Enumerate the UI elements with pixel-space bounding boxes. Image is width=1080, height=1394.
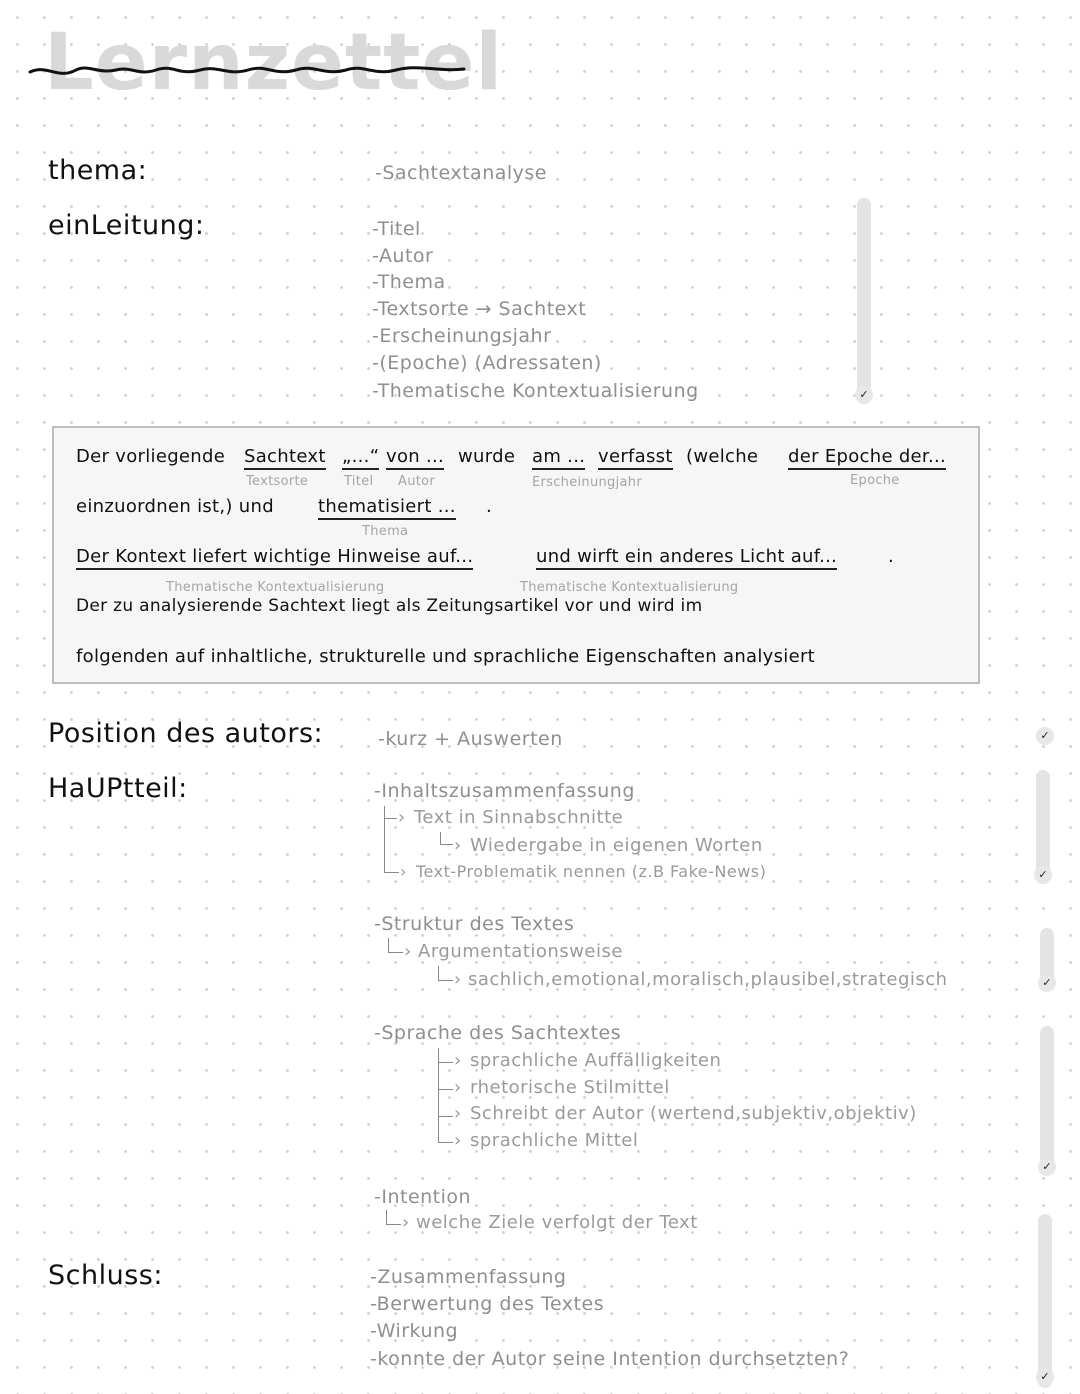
note-thema: Thema [362,524,409,539]
sprache-sub-arrow: › [454,1103,462,1124]
sprache-head: -Sprache des Sachtextes [374,1022,622,1044]
struktur-sub2: sachlich,emotional,moralisch,plausibel,strategisch [468,969,948,990]
check-icon: ✓ [1034,866,1052,884]
example-sentence-box [52,426,980,684]
inhalt-sub2: Wiedergabe in eigenen Worten [470,835,763,856]
title-script-scribble [28,50,468,90]
einleitung-item: -Erscheinungsjahr [372,325,552,347]
tree-branch [438,966,453,981]
note-titel: Titel [344,474,374,489]
box-line5: folgenden auf inhaltliche, strukturelle und sprachliche Eigenschaften analysiert [76,646,816,667]
tree-branch [440,832,453,845]
intention-sub1: welche Ziele verfolgt der Text [416,1212,698,1233]
tree-branch [384,806,397,819]
check-icon: ✓ [855,386,873,404]
sprache-sub-arrow: › [454,1130,462,1151]
note-kontext-right: Thematische Kontextualisierung [520,580,739,595]
position-value: -kurz + Auswerten [378,728,563,750]
thema-label: thema: [48,155,148,186]
einleitung-item: -Titel [372,218,421,240]
einleitung-label: einLeitung: [48,210,205,241]
sprache-progress-bar [1040,1026,1054,1172]
box-line1-wurde: wurde [458,446,516,467]
einleitung-item: -(Epoche) (Adressaten) [372,352,602,374]
inhalt-sub1: Text in Sinnabschnitte [414,807,624,828]
box-line1-verfasst: verfasst [598,446,673,470]
sprache-sub: sprachliche Auffälligkeiten [470,1050,722,1071]
sprache-sub: rhetorische Stilmittel [470,1077,670,1098]
struktur-sub-arrow: › [454,969,462,990]
box-line3-suffix: . [888,546,895,567]
tree-branch [384,860,399,873]
einleitung-item: -Thematische Kontextualisierung [372,380,699,402]
tree-branch [438,1075,453,1090]
einleitung-item: -Thema [372,271,446,293]
schluss-label: Schluss: [48,1260,163,1291]
check-icon: ✓ [1036,727,1054,745]
hauptteil-label: HaUPtteil: [48,773,188,804]
einleitung-item: -Autor [372,245,434,267]
box-line1-am: am ... [532,446,585,470]
sprache-sub-arrow: › [454,1077,462,1098]
box-line1-von: von ... [386,446,444,470]
note-textsorte: Textsorte [246,474,309,489]
inhalt-sub3: Text-Problematik nennen (z.B Fake-News) [416,862,767,881]
einleitung-progress-bar [857,198,871,404]
box-line1-quote: „...“ [342,446,379,470]
schluss-item: -konnte der Autor seine Intention durchsetzten? [370,1348,850,1370]
tree-branch [438,1102,453,1117]
struktur-head: -Struktur des Textes [374,913,575,935]
tree-branch [438,1128,453,1143]
intention-head: -Intention [374,1186,472,1208]
note-epoche: Epoche [850,473,900,488]
box-line2-prefix: einzuordnen ist,) und [76,496,274,517]
box-line2-thematisiert: thematisiert ... [318,496,456,520]
schluss-progress-bar [1038,1214,1052,1388]
tree-branch [386,1210,401,1225]
box-line3-part2: und wirft ein anderes Licht auf... [536,546,837,570]
check-icon: ✓ [1036,1368,1054,1386]
note-erscheinungsjahr: Erscheinungjahr [532,475,642,490]
position-label: Position des autors: [48,718,324,749]
tree-branch [388,938,403,953]
box-line1-sachtext: Sachtext [244,446,326,470]
note-autor: Autor [398,474,436,489]
thema-value: -Sachtextanalyse [375,162,547,184]
sprache-sub: Schreibt der Autor (wertend,subjektiv,objektiv) [470,1103,917,1124]
inhalt-sub-arrow: › [398,807,406,828]
box-line4: Der zu analysierende Sachtext liegt als Zeitungsartikel vor und wird im [76,596,703,616]
struktur-sub-arrow: › [404,941,412,962]
intention-sub-arrow: › [402,1212,410,1233]
box-line2-suffix: . [486,496,493,517]
sprache-sub-arrow: › [454,1050,462,1071]
box-line1-epoche: der Epoche der... [788,446,946,470]
inhalt-sub-arrow: › [454,835,462,856]
schluss-item: -Zusammenfassung [370,1266,567,1288]
schluss-item: -Berwertung des Textes [370,1293,605,1315]
check-icon: ✓ [1038,1158,1056,1176]
box-line1-welche: (welche [686,446,759,467]
einleitung-item: -Textsorte → Sachtext [372,298,587,320]
box-line1-prefix: Der vorliegende [76,446,226,467]
box-line3-part1: Der Kontext liefert wichtige Hinweise auf... [76,546,473,570]
struktur-sub1: Argumentationsweise [418,941,623,962]
inhalt-sub-arrow: › [400,862,407,881]
note-kontext-left: Thematische Kontextualisierung [166,580,385,595]
title-background-word: Lernzettel [44,18,504,108]
sprache-sub: sprachliche Mittel [470,1130,639,1151]
check-icon: ✓ [1038,974,1056,992]
schluss-item: -Wirkung [370,1320,459,1342]
tree-branch [438,1048,453,1063]
inhalt-head: -Inhaltszusammenfassung [374,780,635,802]
